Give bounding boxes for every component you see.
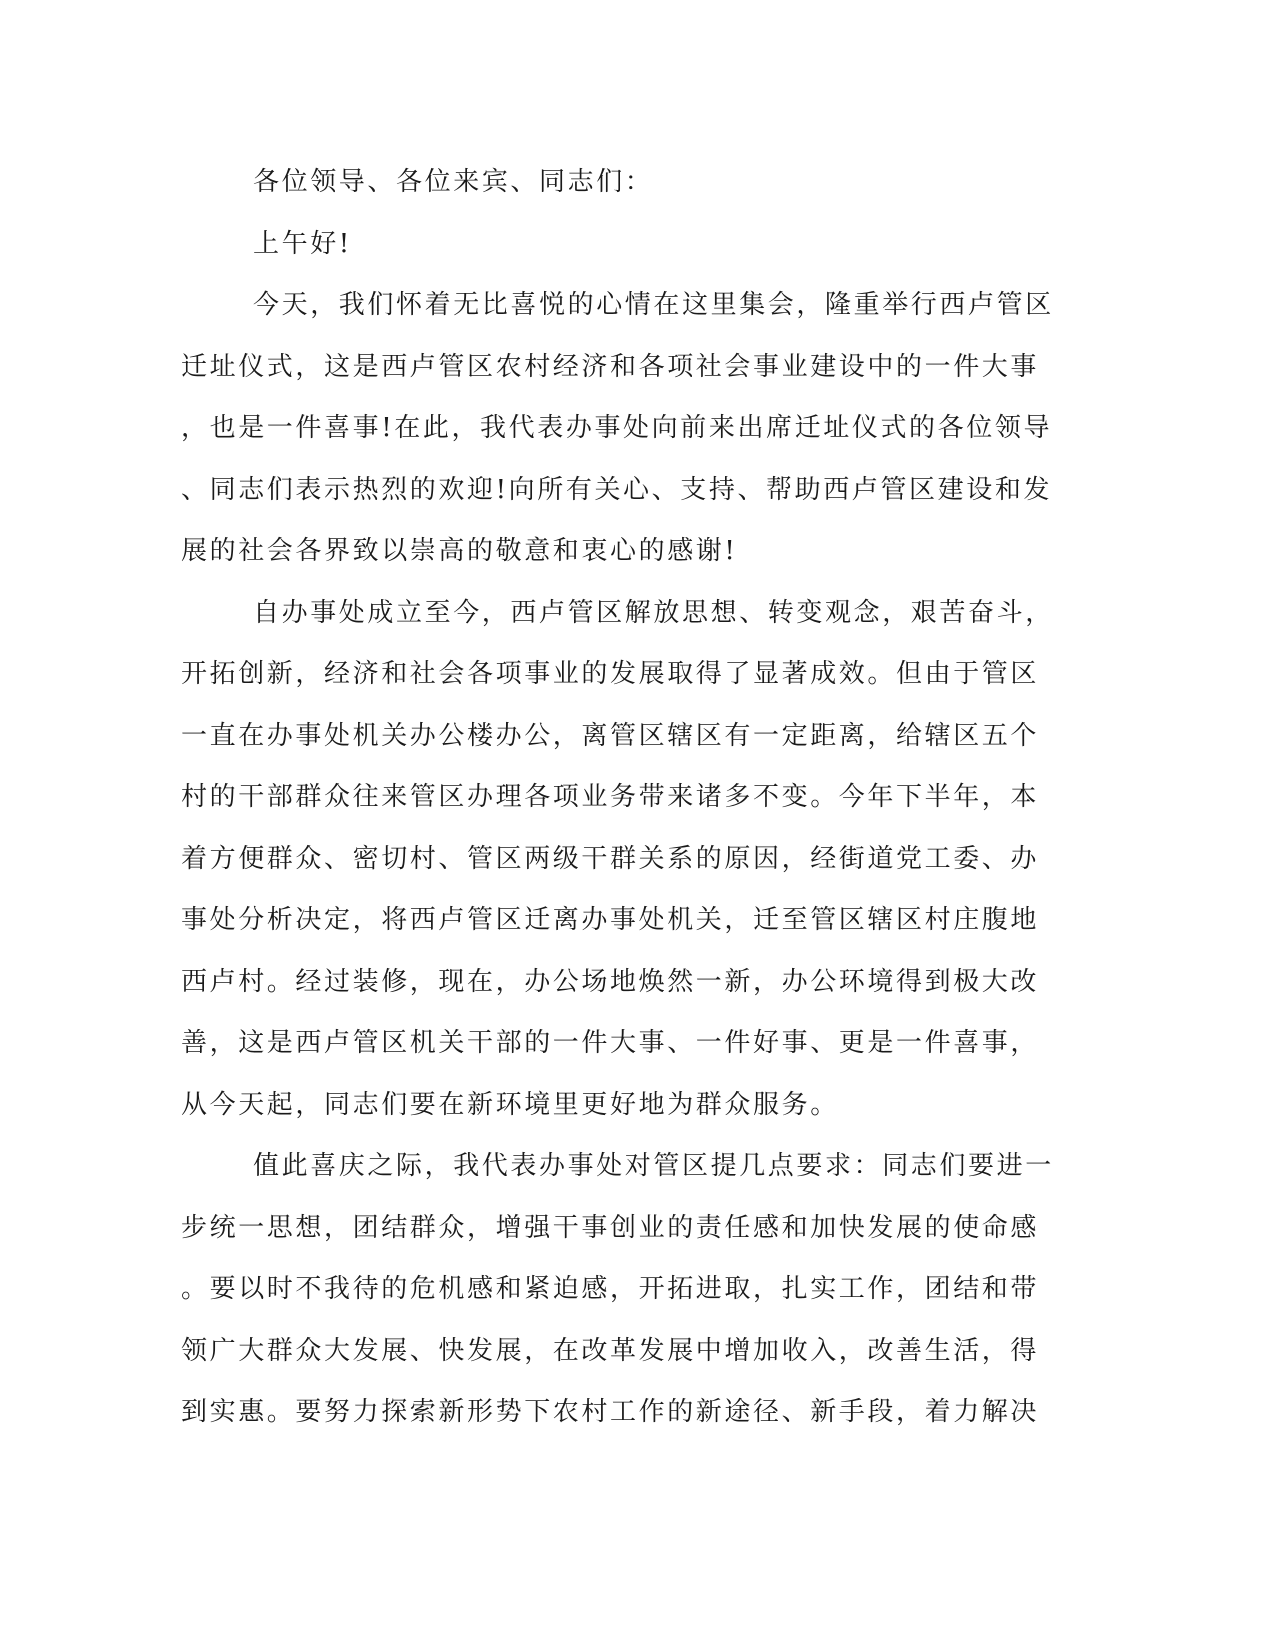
text-line: ，也是一件喜事!在此，我代表办事处向前来出席迁址仪式的各位领导 bbox=[181, 413, 1053, 443]
text-line: 着方便群众、密切村、管区两级干群关系的原因，经街道党工委、办 bbox=[181, 843, 1040, 874]
text-line: 善，这是西卢管区机关干部的一件大事、一件好事、更是一件喜事， bbox=[181, 1028, 1040, 1058]
text-line: 展的社会各界致以崇高的敬意和衷心的感谢! bbox=[181, 536, 738, 566]
text-line: 西卢村。经过装修，现在，办公场地焕然一新，办公环境得到极大改 bbox=[181, 966, 1040, 997]
text-line: 开拓创新，经济和社会各项事业的发展取得了显著成效。但由于管区 bbox=[181, 659, 1040, 689]
text-line: 从今天起，同志们要在新环境里更好地为群众服务。 bbox=[181, 1089, 839, 1120]
text-line: 到实惠。要努力探索新形势下农村工作的新途径、新手段，着力解决 bbox=[181, 1397, 1040, 1427]
text-line: 迁址仪式，这是西卢管区农村经济和各项社会事业建设中的一件大事 bbox=[181, 351, 1040, 382]
text-line: 上午好! bbox=[253, 228, 352, 259]
text-line: 各位领导、各位来宾、同志们： bbox=[253, 167, 654, 197]
text-line: 值此喜庆之际，我代表办事处对管区提几点要求：同志们要进一 bbox=[253, 1151, 1054, 1181]
text-line: 领广大群众大发展、快发展，在改革发展中增加收入，改善生活，得 bbox=[181, 1335, 1040, 1366]
text-line: 村的干部群众往来管区办理各项业务带来诸多不变。今年下半年，本 bbox=[181, 782, 1040, 812]
text-line: 步统一思想，团结群众，增强干事创业的责任感和加快发展的使命感 bbox=[181, 1212, 1040, 1243]
text-line: 一直在办事处机关办公楼办公，离管区辖区有一定距离，给辖区五个 bbox=[181, 720, 1040, 751]
text-line: 自办事处成立至今，西卢管区解放思想、转变观念，艰苦奋斗， bbox=[253, 597, 1054, 628]
text-line: 今天，我们怀着无比喜悦的心情在这里集会，隆重举行西卢管区 bbox=[253, 290, 1054, 320]
text-line: 、同志们表示热烈的欢迎!向所有关心、支持、帮助西卢管区建设和发 bbox=[181, 474, 1053, 505]
document-body bbox=[181, 152, 1054, 1444]
text-line: 。要以时不我待的危机感和紧迫感，开拓进取，扎实工作，团结和带 bbox=[181, 1274, 1040, 1304]
text-line: 事处分析决定，将西卢管区迁离办事处机关，迁至管区辖区村庄腹地 bbox=[181, 905, 1040, 935]
